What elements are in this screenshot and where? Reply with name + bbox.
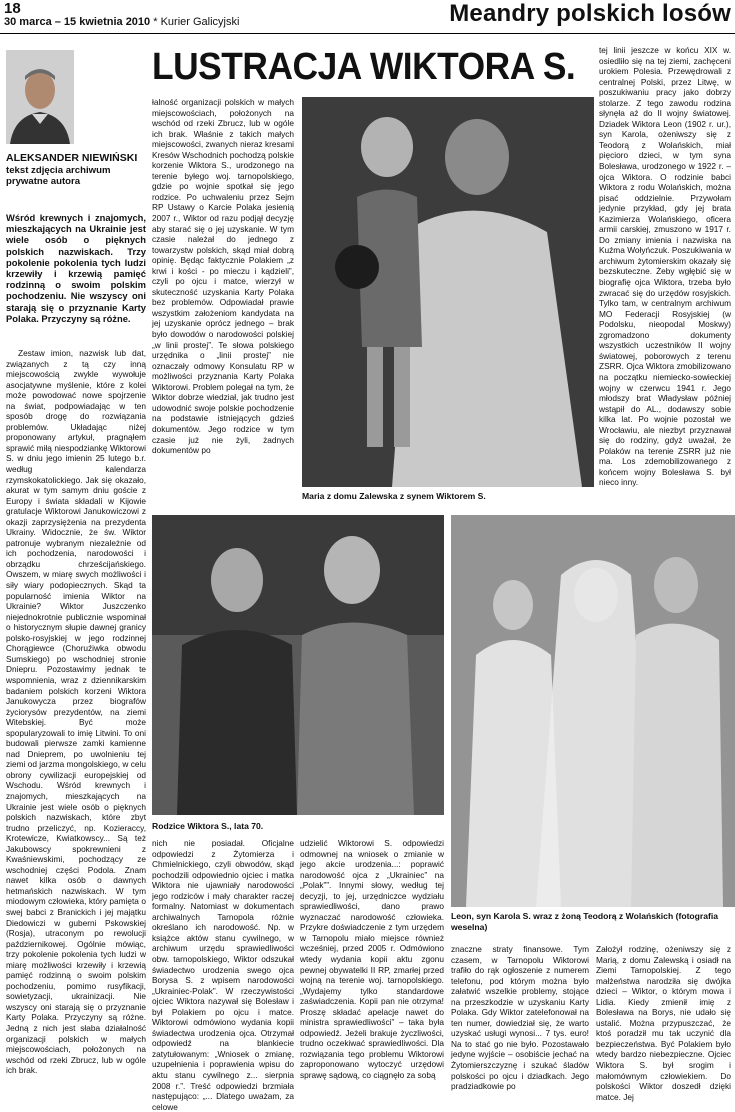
column-2-bottom-paragraph: nich nie posiadał. Oficjalne odpowiedzi z Żytomierza i Chmielnickiego, czyli obwodów, skąd pochodzili odpowiednio ojciec i matka Wiktora nie ujawniały narodowości jego rodziców i mały charakter raczej formalny. Natomiast w dokumentach archiwalnych Tarnopola różnie określano ich narodowość. Np. w książce aktów stanu cywilnego, w archiwum urzędu sprawiedliwości obw. tarnopolskiego, Wiktor odszukał świadectwo urodzenia swego ojca Borysa S. z wpisem narodowości „Ukrainiec-Polak”. W rzeczywistości ojciec Wiktora nazywał się Bolesław i był Polakiem po ojcu i matce. Wiktorowi odmówiono wydania kopii świadectwa urodzenia ojca. Otrzymał odpowiedź na blankiecie zatytułowanym: „Wniosek o zmianę, uzupełnienia i poprawienia wpisu do aktu stanu cywilnego z... sierpnia 2008 r.”. Treść odpowiedzi brzmiała następująco: „... Dlatego uważam, za celowe bbox=[152, 838, 294, 1112]
article-title: LUSTRACJA WIKTORA S. bbox=[152, 46, 576, 88]
author-portrait-image bbox=[6, 50, 74, 144]
photo-mother-son-caption: Maria z domu Zalewska z synem Wiktorem S. bbox=[302, 491, 486, 501]
publication-name: * Kurier Galicyjski bbox=[153, 16, 240, 28]
photo-parents-image bbox=[152, 515, 444, 815]
column-4b-bottom-text bbox=[596, 944, 731, 1104]
column-4a-bottom-paragraph: znaczne straty finansowe. Tym czasem, w Tarnopolu Wiktorowi trafiło do rąk ogłoszenie z numerem telefonu, pod którym można było załatwić wszelkie problemy, stojące na przeszkodzie w uzyskaniu Karty Polaka. Gdy Wiktor zatelefonował na ten numer, dowiedział się, że warto uzyskać usługi wynosi... 7 tys. euro! Na to stać go nie było. Pozostawało jedyne wyjście – osobiście jechać na Żytomierszczyznę i szukać śladów polskości po ojcu i dziadkach. Jego pradziadkowie po bbox=[451, 944, 589, 1092]
column-4b-bottom-paragraph: Założył rodzinę, ożeniwszy się z Marią, z domu Zalewską i osiadł na Ziemi Tarnopolskiej. Z tego małżeństwa narodziła się dwójka dzieci – Wiktor, o którym mowa i Lidia. Kiedy zmienił imię z Bolesława na Borys, nie udało się ustalić. Można przypuszczać, że ktoś poradził mu tak uczynić dla bezpieczeństwa. Być Polakiem było wtedy bardzo niebezpieczne. Ojciec Wiktora S. był srogim i małomównym człowiekiem. Do polskości Wiktor doszedł dzięki matce. Jej bbox=[596, 944, 731, 1102]
article-lead: Wśród krewnych i znajomych, mieszkających na Ukrainie jest wiele osób o pięknych polskich nazwiskach. Trzy pokolenie pokolenia tych ludzi krzewiły i krzewią pamięć rodzinną o swoim polskim pochodzeniu. Nie wszyscy oni starają się o przyznanie Karty Polaka. Przyczyny są różne. bbox=[6, 212, 146, 324]
section-title: Meandry polskich losów bbox=[449, 0, 731, 27]
author-name: ALEKSANDER NIEWIŃSKI bbox=[6, 152, 138, 164]
column-2-text bbox=[152, 97, 294, 517]
column-2-bottom-text bbox=[152, 838, 294, 1112]
photo-parents bbox=[152, 515, 444, 815]
photo-wedding bbox=[451, 515, 735, 907]
issue-date bbox=[4, 16, 239, 28]
column-3-bottom-text bbox=[300, 838, 444, 1104]
photo-parents-caption: Rodzice Wiktora S., lata 70. bbox=[152, 821, 264, 831]
column-3-bottom-paragraph: udzielić Wiktorowi S. odpowiedzi odmownej na wniosek o zmianie w jego akcie urodzenia...: poprawić narodowość ojca z „Ukrainiec” na „Polak””. Innymi słowy, według tej decyzji, to jej, urzędniczce wydziału sprawiedliwości, dano prawo wyznaczać narodowość człowieka. Przykre doświadczenie z tym urzędem w Tarnopolu miało miejsce również wcześniej, przed 2005 r. Odmówiono wtedy wydania kopii aktu zgonu pewnej obywatelki II RP, zmarłej przed wojną na terenie woj. tarnopolskiego. „Wydajemy tylko standardowe zaświadczenia. Kopii pan nie otrzyma! Proszę składać apelacje nawet do ministra sprawiedliwości” – taka była odpowiedź. Jeżeli brakuje życzliwości, trudno oczekiwać sprawiedliwości. Dla rozwiązania tego problemu Wiktorowi zaproponowano wytoczyć urzędowi sprawę sądową, co ciągnęło za sobą bbox=[300, 838, 444, 1081]
column-1-paragraph: Zestaw imion, nazwisk lub dat, związanych z tą czy inną miejscowością zwykle wywołuje asocjatywne myślenie, które z kolei może powodować nowe spojrzenie na świat, podpowiadając w ten sposób drogę do rozwiązania problemów. Układając niżej proponowany artykuł, pragnąłem sprawić miłą niespodziankę Wiktorowi S. w dniu jego imienin 25 lutego b.r. według kalendarza rzymskokatolickiego. Jak się okazało, akurat w tym samym dniu goście z Europy i świata składali w Kijowie gratulacje Wiktorowi Janukowiczowi z okazji zaprzysiężenia na prezydenta Ukrainy. Widocznie, że św. Wiktor patronuje wybranym niezależnie od ich pochodzenia, narodowości i obrządku chrześcijańskiego. Owszem, w miarę swych możliwości i siły wiary podopiecznych. Skąd ta popularność imienia Wiktor na Ukrainie? Wiktor Juszczenko niejednokrotnie publicznie wspominał o historycznym słupie dawnej granicy polsko-rosyjskiej w jego rodzinnej Chorągiewce (Choruźiwka obwodu Sumskiego) po wschodniej stronie Dniepru. Pozostawimy jednak te wspomnienia, wraz z dziennikarskim badaniem polskich korzeni Wiktora Janukowycza przez biografów życiorysów prezydentów, na ziemi Witebskiej. Być może spopularyzowali to imię Litwini. To oni budowali pierwsze zamki kamienne nad Dnieprem, po uwolnieniu tej ziemi od jarzma mongolskiego, w celu obrony cywilizacji europejskiej od Wschodu. Wśród krewnych i znajomych, mieszkających na Ukrainie jest wiele osób o pięknych polskich nazwiskach, które zbyt trudno przeliczyć, np. Kozieraccy, Krotewicze, Kwiatkowscy... Są też Jakubowscy spokrewnieni z Kwaśniewskimi, pochodzący ze wschodniej części Podola. Znam nawet kilka osób o dawnych hetmańskich nazwiskach. W tym miodowym człowieka, który pamięta o swej babci z Branickich i jej majątku Diedowiczi w guberni Pskowskiej (Rosja), utraconym po rewolucji październikowej. Ogólnie mówiąc, trzy pokolenie pokolenia tych ludzi w miarę możliwości krzewiły i krzewią pamięć rodzinną o swoim polskim pochodzeniu, pomimo rusyfikacji, sowietyzacji, ukrainizacji. Nie wszyscy oni starają się o przyznanie Karty Polaka. Przyczyny są różne. Jedną z nich jest słaba działalność organizacji polskich w małych miejscowościach, położonych na wschód od rzeki Zbrucz, lub w ogóle ich brak. bbox=[6, 348, 146, 1076]
column-4a-bottom-text bbox=[451, 944, 589, 1104]
date-text: 30 marca – 15 kwietnia 2010 bbox=[4, 16, 151, 28]
page-number: 18 bbox=[4, 0, 21, 17]
column-4-paragraph: tej linii jeszcze w końcu XIX w. osiedliło się na tej ziemi, zachęceni urokiem Polesia. Przewędrowali z centralnej Polski, przez Litwę, w poszukiwaniu pracy jako dobrzy stolarze. Z tego zawodu rodzina słynęła aż do II wojny światowej. Dziadek Wiktora Leon (1902 r. ur.), syn Karola, ożeniwszy się z Teodorą z Wolańskich, miał pięcioro dzieci, w tym syna Bolesława, urodzonego w 1922 r. – ojca Wiktora. O rodzinie babci Wiktora z rodu Wolańskich, można pisać oddzielnie. Przywołam jedynie przykład, gdy jej brata Kazimierza Wolańskiego, oficera armii carskiej, zmuszono w 1917 r. Do zmiany imienia i nazwiska na Kuźma Wołyńczuk. Poszukiwania w archiwum żytomierskim okazały się bezskuteczne. Żeby wgłębić się w biografię ojca Wiktora, trzeba było zwracać się do urzędów rosyjskich. Tylko tam, w centralnym archiwum MO Federacji Rosyjskiej (w Podolsku, nieopodal Moskwy) zgromadzono dokumenty wszystkich uczestników II wojny światowej, poborowych z terenu ZSRR. Ojca Wiktora zmobilizowano na początku niemiecko-sowieckiej wojny w czerwcu 1941 r. Jego młodszy brat Władysław później wstąpił do AL., dodawszy sobie kilka lat. Po wojnie pozostał we Wrocławiu, ale niezbyt przyznawał się do rodziny, gdyż uważał, że Polaków na terenie ZSRR już nie ma. Los zdemobilizowanego z końcem wojny Bolesława S. był nieco inny. bbox=[599, 45, 731, 488]
photo-mother-son bbox=[302, 97, 594, 487]
column-1-text bbox=[6, 348, 146, 1100]
photo-wedding-caption: Leon, syn Karola S. wraz z żoną Teodorą z Wolańskich (fotografia weselna) bbox=[451, 911, 719, 932]
column-4-text bbox=[599, 45, 731, 515]
author-photo bbox=[6, 50, 74, 144]
column-2-paragraph: łalność organizacji polskich w małych miejscowościach, położonych na wschód od rzeki Zbrucz, lub w ogóle ich brak. Właśnie z takich małych miejscowości, zwanych nieraz kresami Kresów Wschodnich pochodzą polskie korzenie Wiktora S., urodzonego na terenie byłego woj. tarnopolskiego, gdzie po wojnie spotkał się jego rodzice. Po uchwaleniu przez Sejm RP Ustawy o Karcie Polaka jesienią 2007 r., Wiktor od razu podjął decyzję aby starać się o jej uzyskanie. W tym czasie należał do jednego z towarzystw polskich, skąd miał dobrą opinię. Będąc faktycznie Polakiem „z krwi i kości - po mieczu i kądzieli”, czyli po ojcu i matce, wierzył w skuteczność uzyskania Karty Polaka bez problemów. Odpowiadał prawie wszystkim założeniom kandydata na jej uzyskanie oprócz jednego – brak było dowodów o narodowości polskiej „w linii prostej”. Te słowa polskiego urzędnika o „linii prostej” nie oznaczały odmowy Konsulatu RP w możliwości przyznania Karty Polaka Wiktorowi. Problem polegał na tym, że Wiktor dobrze wiedział, jak trudno jest udowodnić swoje polskie pochodzenie na podstawie istniejących gdzieś dokumentów. Jego rodzice w tym czasie już nie żyli, żadnych dokumentów po bbox=[152, 97, 295, 456]
header-divider bbox=[0, 33, 735, 34]
photo-wedding-image bbox=[451, 515, 735, 907]
photo-mother-son-image bbox=[302, 97, 594, 487]
author-credit: tekst zdjęcia archiwum prywatne autora bbox=[6, 165, 111, 187]
